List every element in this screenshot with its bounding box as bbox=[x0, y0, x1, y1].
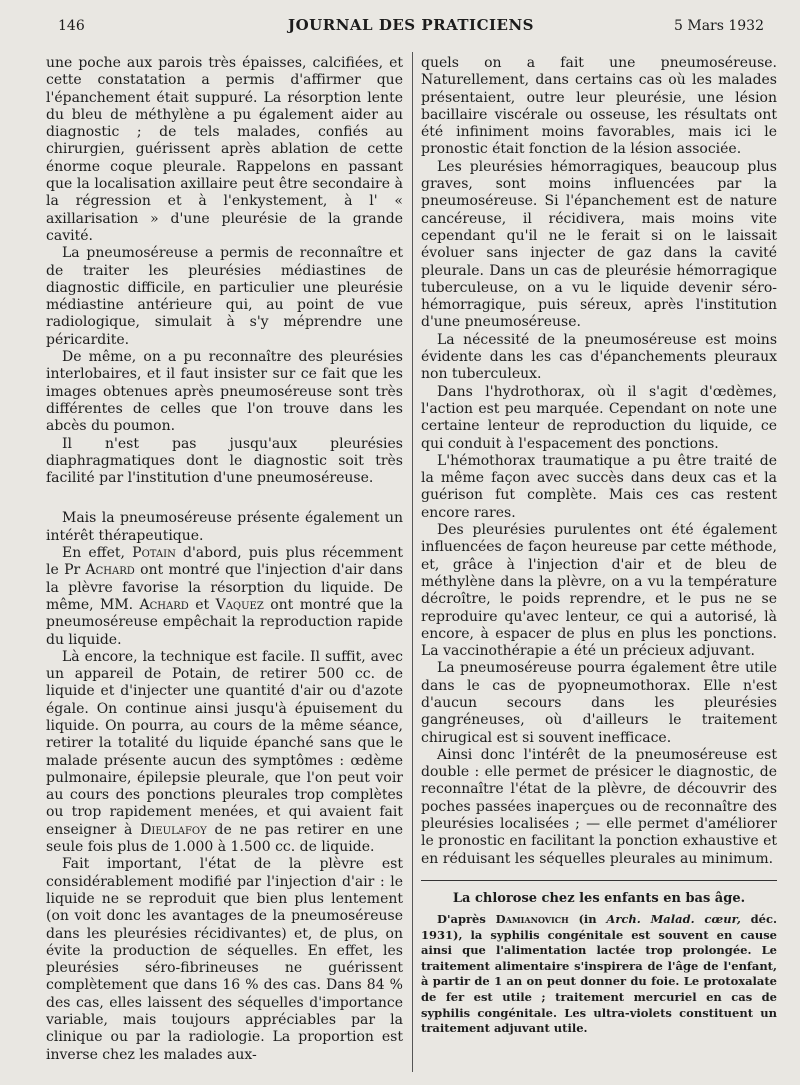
paragraph: Les pleurésies hémorragiques, beaucoup plus graves, sont moins influencées par la pneumoséreuse. Si l'épanchement est de nature cancéreuse, il récidivera, mais moins vite cependant qu'il ne le ferait si on le laissait évoluer sans injecter de gaz dans la cavité pleurale. Dans un cas de pleurésie hémorragique tuberculeuse, on a vu le liquide devenir séro-hémorragique, puis séreux, après l'institution d'une pneumoséreuse. bbox=[421, 158, 777, 331]
name-potain: Potain bbox=[132, 545, 176, 562]
paragraph: quels on a fait une pneumoséreuse. Naturellement, dans certains cas où les malades présentaient, outre leur pleurésie, une lésion bacillaire viscérale ou osseuse, les résultats ont été infiniment moins favorables, mais ici le pronostic était fonction de la lésion associée. bbox=[421, 55, 777, 158]
column-divider bbox=[412, 52, 413, 1072]
paragraph: La pneumoséreuse a permis de reconnaître et de traiter les pleurésies médiastines de diagnostic difficile, en particulier une pleurésie médiastine antérieure qui, au point de vue radiologique, simulait à s'y méprendre une péricardite. bbox=[46, 245, 403, 348]
paragraph: La pneumoséreuse pourra également être utile dans le cas de pyopneumothorax. Elle n'est d'aucun secours dans les pleurésies gangréneuses, où d'ailleurs le traitement chirugical est si souvent inefficace. bbox=[421, 660, 777, 746]
note-body: D'après Damianovich (in Arch. Malad. cœur, déc. 1931), la syphilis congénitale est souvent en cause ainsi que l'alimentation lactée trop prolongée. Le traitement alimentaire s'inspirera de l'âge de l'enfant, à partir de 1 an on peut donner du foie. Le protoxalate de fer est utile ; traitement mercuriel en cas de syphilis congénitale. Les ultra-violets constituent un traitement adjuvant utile. bbox=[421, 911, 777, 1036]
paragraph: Fait important, l'état de la plèvre est considérablement modifié par l'injection d'air : le liquide ne se reproduit que bien plus lentement (on voit donc les avantages de la pneumoséreuse dans les pleurésies récidivantes) et, de plus, on évite la production de séquelles. En effet, les pleurésies séro-fibrineuses ne guérissent complètement que dans 16 % des cas. Dans 84 % des cas, elles laissent des séquelles d'importance variable, mais toujours appréciables par la clinique ou par la radiologie. La proportion est inverse chez les malades aux- bbox=[46, 856, 403, 1063]
issue-date: 5 Mars 1932 bbox=[674, 18, 764, 34]
name-vaquez: Vaquez bbox=[215, 596, 264, 613]
name-achard: Achard bbox=[85, 562, 135, 579]
note-title: La chlorose chez les enfants en bas âge. bbox=[452, 890, 746, 906]
paragraph: Des pleurésies purulentes ont été également influencées de façon heureuse par cette méthode, et, grâce à l'injection d'air et de bleu de méthylène dans la plèvre, on a vu la température décroître, le poids reprendre, et le pus ne se reproduire qu'avec lenteur, ce qui a autorisé, là encore, à espacer de plus en plus les ponctions. La vaccinothérapie a été un précieux adjuvant. bbox=[421, 522, 777, 660]
paragraph: Il n'est pas jusqu'aux pleurésies diaphragmatiques dont le diagnostic soit très facilité par l'institution d'une pneumoséreuse. bbox=[46, 435, 403, 487]
page-header bbox=[58, 16, 764, 38]
right-column bbox=[421, 55, 777, 1037]
paragraph: Mais la pneumoséreuse présente également un intérêt thérapeutique. bbox=[46, 510, 403, 544]
paragraph: L'hémothorax traumatique a pu être traité de la même façon avec succès dans deux cas et la guérison fut complète. Mais ces cas restent encore rares. bbox=[421, 452, 777, 521]
paragraph: une poche aux parois très épaisses, calcifiées, et cette constatation a permis d'affirmer que l'épanchement était suppuré. La résorption lente du bleu de méthylène a pu également aider au diagnostic ; de tels malades, confiés au chirurgien, guérissent après ablation de cette énorme coque pleurale. Rappelons en passant que la localisation axillaire peut être secondaire à la régression et à l'enkystement, à l' « axillarisation » d'une pleurésie de la grande cavité. bbox=[46, 55, 403, 244]
section-gap bbox=[46, 487, 403, 510]
paragraph: Là encore, la technique est facile. Il suffit, avec un appareil de Potain, de retirer 500 cc. de liquide et d'injecter une quantité d'air ou d'azote égale. On continue ainsi jusqu'à épuisement du liquide. On pourra, au cours de la même séance, retirer la totalité du liquide épanché sans que le malade présente aucun des symptômes : œdème pulmonaire, épilepsie pleurale, que l'on peut voir au cours des ponctions pleurales trop complètes ou trop rapidement menées, et qui avaient fait enseigner à Dieulafoy de ne pas retirer en une seule fois plus de 1.000 à 1.500 cc. de liquide. bbox=[46, 648, 403, 856]
page-number: 146 bbox=[58, 18, 85, 34]
journal-title: JOURNAL DES PRATICIENS bbox=[288, 16, 534, 34]
section-rule bbox=[421, 880, 777, 881]
name-dieulafoy: Dieulafoy bbox=[140, 821, 207, 838]
paragraph: La nécessité de la pneumoséreuse est moins évidente dans les cas d'épanchements pleuraux non tuberculeux. bbox=[421, 331, 777, 383]
left-column bbox=[46, 55, 403, 1064]
name-damianovich: Damianovich bbox=[495, 911, 569, 926]
paragraph: De même, on a pu reconnaître des pleurésies interlobaires, et il faut insister sur ce fait que les images obtenues après pneumoséreuse sont très différentes de celles que l'on trouve dans les abcès du poumon. bbox=[46, 349, 403, 435]
paragraph: En effet, Potain d'abord, puis plus récemment le Pr Achard ont montré que l'injection d'air dans la plèvre favorise la résorption du liquide. De même, MM. Achard et Vaquez ont montré que la pneumoséreuse empêchait la reproduction rapide du liquide. bbox=[46, 545, 403, 648]
paragraph: Ainsi donc l'intérêt de la pneumoséreuse est double : elle permet de présicer le diagnostic, de reconnaître l'état de la plèvre, de découvrir des poches passées inaperçues ou de reconnaître des pleurésies localisées ; — elle permet d'améliorer le pronostic en facilitant la ponction exhaustive et en réduisant les séquelles pleurales au minimum. bbox=[421, 746, 777, 867]
name-achard: Achard bbox=[139, 596, 189, 613]
paragraph: Dans l'hydrothorax, où il s'agit d'œdèmes, l'action est peu marquée. Cependant on note une certaine lenteur de reproduction du liquide, ce qui conduit à l'espacement des ponctions. bbox=[421, 383, 777, 452]
journal-reference: Arch. Malad. cœur, bbox=[606, 911, 741, 926]
